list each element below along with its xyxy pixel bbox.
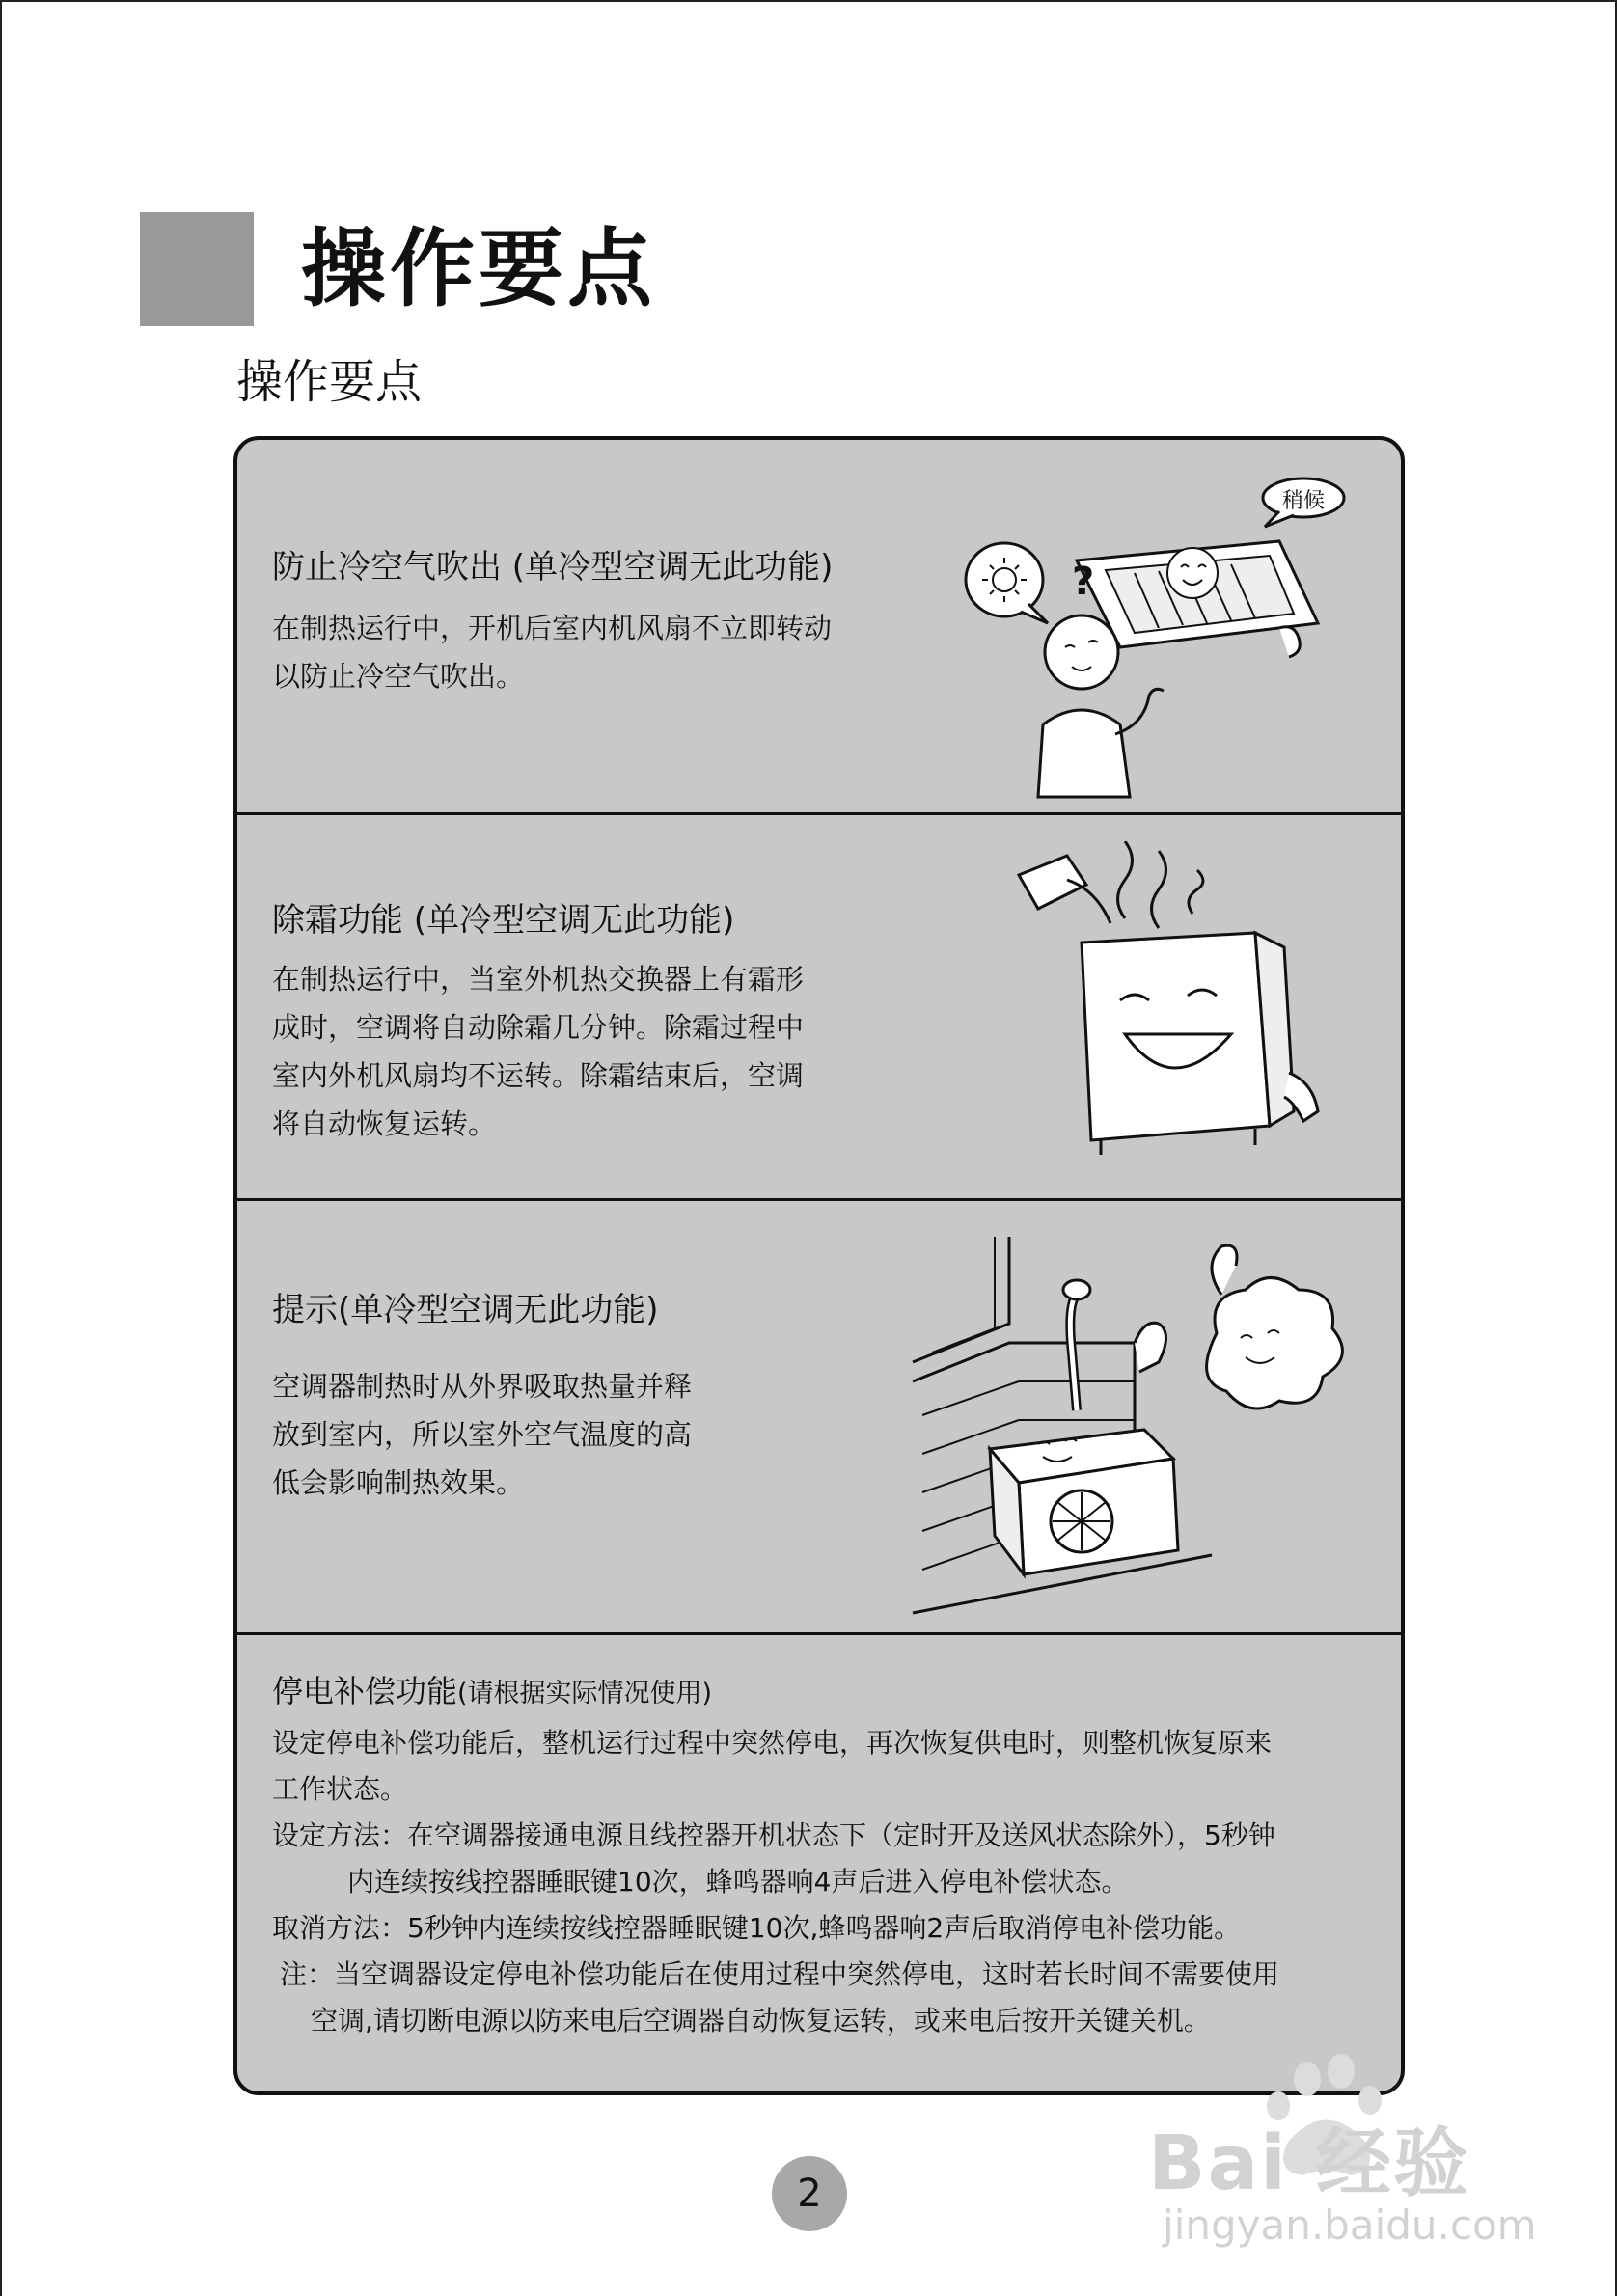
page-frame-left	[0, 0, 2, 2296]
body-line: 设定方法：在空调器接通电源且线控器开机状态下（定时开及送风状态除外），5秒钟	[272, 1819, 1275, 1851]
indoor-unit-illustration	[961, 469, 1366, 802]
body-line: 注：当空调器设定停电补偿功能后在使用过程中突然停电，这时若长时间不需要使用	[280, 1958, 1280, 1990]
body-line: 空调,请切断电源以防来电后空调器自动恢复运转，或来电后按开关键关机。	[311, 2005, 1211, 2036]
section-body: 在制热运行中，开机后室内机风扇不立即转动 以防止冷空气吹出。	[272, 612, 833, 693]
section-heading: 除霜功能 (单冷型空调无此功能)	[272, 901, 735, 940]
section-cold-air-prevention	[237, 440, 1401, 812]
page-title: 操作要点	[301, 219, 657, 318]
content-panel	[233, 436, 1405, 2095]
svg-text:?: ?	[1072, 560, 1095, 604]
heading-note: (请根据实际情况使用)	[457, 1679, 713, 1708]
bubble-text: 稍候	[1281, 489, 1326, 513]
body-line: 取消方法：5秒钟内连续按线控器睡眠键10次,蜂鸣器响2声后取消停电补偿功能。	[272, 1912, 1242, 1944]
outdoor-unit-defrost-illustration	[1009, 841, 1357, 1174]
section-body: 在制热运行中，当室外机热交换器上有霜形 成时，空调将自动除霜几分钟。除霜过程中 室内外机风扇均不运转。除霜结束后，空调 将自动恢复运转。	[272, 963, 805, 1140]
section-body: 空调器制热时从外界吸取热量并释 放到室内，所以室外空气温度的高 低会影响制热效果。	[272, 1370, 693, 1499]
body-line: 设定停电补偿功能后，整机运行过程中突然停电，再次恢复供电时，则整机恢复原来	[272, 1727, 1273, 1759]
watermark-logo-text: Bai 经验	[1148, 2120, 1470, 2207]
body-line: 内连续按线控器睡眠键10次，蜂鸣器响4声后进入停电补偿状态。	[347, 1866, 1129, 1898]
watermark-url: jingyan.baidu.com	[1163, 2201, 1537, 2249]
page-frame-top	[0, 0, 1617, 2]
section-heading: 防止冷空气吹出 (单冷型空调无此功能)	[272, 548, 834, 587]
section-power-compensation	[237, 1632, 1401, 2095]
page-number: 2	[772, 2156, 847, 2231]
section-subtitle: 操作要点	[236, 355, 423, 409]
outdoor-unit-wall-illustration	[903, 1237, 1376, 1623]
section-tip	[237, 1198, 1401, 1632]
title-marker-block	[140, 212, 254, 326]
body-line: 工作状态。	[272, 1773, 408, 1805]
section-heading: 停电补偿功能(请根据实际情况使用)	[272, 1673, 713, 1709]
section-heading: 提示(单冷型空调无此功能)	[272, 1291, 659, 1329]
section-defrost	[237, 812, 1401, 1198]
